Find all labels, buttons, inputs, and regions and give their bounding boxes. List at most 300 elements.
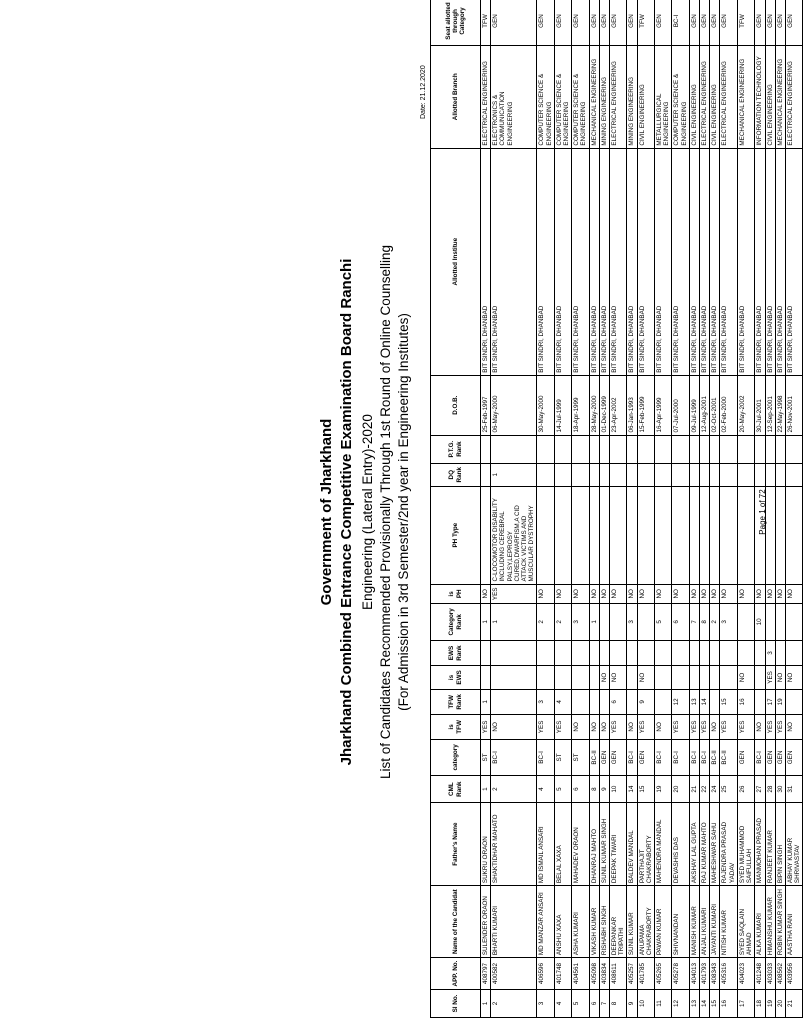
table-cell: GEN [589,0,599,45]
table-cell: NO [589,715,599,739]
table-cell: COMPUTER SCIENCE & ENGINEERING [554,45,571,148]
table-cell: NO [785,666,802,689]
table-cell: CIVIL ENGINEERING [710,45,720,148]
table-cell: GEN [710,0,720,45]
table-cell: MAHESHWAR SAHU [710,803,720,886]
table-cell [637,640,654,666]
table-cell: CIVIL ENGINEERING [765,45,775,148]
table-cell [775,486,785,584]
table-row [672,0,689,1018]
table-row [785,0,802,1018]
table-cell: GEN [599,739,609,776]
table-cell [572,435,589,463]
table-cell: 405278 [672,958,689,990]
table-cell: 18 [755,989,765,1017]
table-cell [785,463,802,486]
table-cell: BIT SINDRI, DHANBAD [589,148,599,375]
table-cell [689,435,699,463]
header-government: Government of Jharkhand [318,418,335,606]
column-header: D.O.B. [431,375,481,435]
table-cell: 10 [637,989,654,1017]
table-cell: 30 [775,776,785,803]
table-cell: 12 [672,689,689,715]
table-cell [720,486,737,584]
table-cell: NO [610,584,627,604]
table-body [481,0,803,1018]
table-cell: ANUPAMA CHAKRABORTY [637,886,654,958]
table-cell: 6 [589,989,599,1017]
table-cell: GEN [755,0,765,45]
column-header: Allotted Institue [431,148,481,375]
table-cell: 10 [755,604,765,641]
table-cell: JAYANTI KUMARI [710,886,720,958]
table-cell [775,640,785,666]
table-cell: YES [672,715,689,739]
table-cell [785,435,802,463]
table-cell: NO [710,584,720,604]
column-header: Seat allotted through Category [431,0,481,45]
table-cell [610,463,627,486]
table-cell: GEN [775,0,785,45]
table-cell: ANJALI KUMARI [700,886,710,958]
table-row [491,0,537,1018]
table-cell: 01-Dec-1999 [599,375,609,435]
table-cell: 12-Sep-2001 [765,375,775,435]
table-cell [737,486,754,584]
table-cell: GEN [554,0,571,45]
table-cell: ELECTRICAL ENGINEERING [610,45,627,148]
table-cell: BIT SINDRI, DHANBAD [785,148,802,375]
table-cell: NITISH KUMAR [720,886,737,958]
table-cell: YES [537,715,554,739]
table-cell: BC-I [755,739,765,776]
column-header: Name of the Candidat [431,886,481,958]
table-cell: NO [785,715,802,739]
table-cell: 11 [655,989,672,1017]
table-cell: ELECTRICAL ENGINEERING [700,45,710,148]
table-cell: ELECTRONICS & COMMUNICATION ENGINEERING [491,45,537,148]
table-cell: 8 [700,604,710,641]
table-cell: DHANRAJ MAHTO [589,803,599,886]
table-cell: BC-I [491,739,537,776]
table-cell [537,640,554,666]
table-cell: BC-II [710,739,720,776]
table-cell: YES [610,715,627,739]
table-cell: SYED SAQLAIN AHMAD [737,886,754,958]
table-cell: NO [637,666,654,689]
table-cell: NO [572,715,589,739]
table-cell: NO [689,584,699,604]
table-cell: 02-Feb-2000 [720,375,737,435]
table-cell: 9 [627,989,637,1017]
column-header: DQ Rank [431,463,481,486]
table-cell: COMPUTER SCIENCE & ENGINEERING [572,45,589,148]
table-cell: NO [737,666,754,689]
table-cell: NO [775,584,785,604]
table-cell: METALLURGICAL ENGINEERING [655,45,672,148]
table-cell: 22 [700,776,710,803]
page-number: Page 1 of 72 [758,489,767,535]
table-cell: NO [775,666,785,689]
table-header-row [431,0,481,1018]
table-cell [599,435,609,463]
table-cell: ST [554,739,571,776]
table-cell: 30-Jul-2001 [755,375,765,435]
table-cell: BIT SINDRI, DHANBAD [755,148,765,375]
candidates-table [430,0,803,1018]
table-cell: YES [720,715,737,739]
table-cell: GEN [627,0,637,45]
column-header: EWS Rank [431,640,481,666]
table-cell: SUKRU ORAON [481,803,491,886]
table-row [737,0,754,1018]
table-cell: 15 [710,989,720,1017]
table-cell: RAJ KUMAR MAHTO [700,803,710,886]
table-cell: 1 [481,689,491,715]
table-cell: 16 [737,689,754,715]
table-cell: COMPUTER SCIENCE & ENGINEERING [672,45,689,148]
table-cell: YES [775,715,785,739]
table-cell [537,486,554,584]
table-cell [589,463,599,486]
table-cell: 8 [589,776,599,803]
table-cell: 403033 [765,958,775,990]
table-cell [637,463,654,486]
table-cell: BC-II [589,739,599,776]
table-cell: YES [737,715,754,739]
table-cell [720,435,737,463]
table-cell: COMPUTER SCIENCE & ENGINEERING [537,45,554,148]
table-cell: 12 [672,989,689,1017]
table-cell [537,463,554,486]
table-cell [627,435,637,463]
table-cell [554,666,571,689]
table-cell: RAJENDRA PRASAD YADAV [720,803,737,886]
table-cell [689,640,699,666]
table-cell [700,486,710,584]
table-row [655,0,672,1018]
table-cell [720,666,737,689]
table-cell: MECHANICAL ENGINEERING [737,45,754,148]
table-cell: 3 [537,689,554,715]
table-cell [775,435,785,463]
table-cell: 404013 [689,958,699,990]
table-cell: BALDEV MANDAL [627,803,637,886]
table-cell: 20 [672,776,689,803]
table-cell: YES [765,715,775,739]
table-cell: BIT SINDRI, DHANBAD [710,148,720,375]
table-cell [785,604,802,641]
table-cell [689,666,699,689]
table-cell: TFW [637,0,654,45]
header-admission-note: (For Admission in 3rd Semester/2nd year in Engineering Institutes) [396,313,411,711]
table-cell: 1 [491,604,537,641]
table-cell: MAHADEV ORAON [572,803,589,886]
table-cell [554,435,571,463]
table-cell: 401248 [755,958,765,990]
table-cell: 405098 [589,958,599,990]
table-cell: DEEPAK TIWARI [610,803,627,886]
table-cell: NO [599,715,609,739]
table-cell: BIT SINDRI, DHANBAD [572,148,589,375]
table-cell: NO [599,666,609,689]
table-cell: 2 [491,776,537,803]
table-cell: MINING ENGINEERING [599,45,609,148]
table-cell: NO [589,584,599,604]
table-cell: GEN [491,0,537,45]
table-cell: YES [637,715,654,739]
table-cell: 17 [765,689,775,715]
table-cell [655,463,672,486]
column-header: Father's Name [431,803,481,886]
table-cell: 6 [672,604,689,641]
table-cell [491,666,537,689]
header-board: Jharkhand Combined Entrance Competitive Examination Board Ranchi [338,258,355,766]
table-cell [689,463,699,486]
table-cell: 404561 [572,958,589,990]
table-cell: 07-Jul-2000 [672,375,689,435]
table-cell [672,486,689,584]
table-cell [720,463,737,486]
table-cell: NO [737,584,754,604]
table-cell: 3 [572,604,589,641]
table-cell: ELECTRICAL ENGINEERING [785,45,802,148]
table-cell: GEN [737,739,754,776]
table-cell: 13 [689,689,699,715]
table-cell: 3 [720,604,737,641]
table-cell: BIT SINDRI, DHANBAD [627,148,637,375]
table-cell: 19 [655,776,672,803]
table-cell: VIKASH KUMAR [589,886,599,958]
table-cell [554,486,571,584]
table-cell: 15 [720,689,737,715]
table-cell [655,435,672,463]
column-header: category [431,739,481,776]
table-cell: TFW [737,0,754,45]
table-cell: BELAL XAXA [554,803,571,886]
table-cell: NO [765,584,775,604]
table-cell: GEN [700,0,710,45]
table-cell: 1 [481,776,491,803]
table-cell: ANSHU XAXA [554,886,571,958]
column-header: is PH [431,584,481,604]
table-cell [481,486,491,584]
table-cell [589,640,599,666]
table-cell: 21 [689,776,699,803]
table-cell: SUNIL KUMAR [627,886,637,958]
table-cell: 3 [765,640,775,666]
table-cell [491,640,537,666]
table-cell: PARTHAJIT CHAKRABORTY [637,803,654,886]
table-cell [627,486,637,584]
table-cell: 15-Feb-1999 [637,375,654,435]
table-cell [589,435,599,463]
table-cell: BIT SINDRI, DHANBAD [700,148,710,375]
table-cell: 408611 [610,958,627,990]
table-cell [599,640,609,666]
table-cell: YES [554,715,571,739]
table-cell: GEN [765,0,775,45]
table-cell [672,435,689,463]
table-cell [627,640,637,666]
table-cell: BC-I [655,739,672,776]
table-cell [775,604,785,641]
table-row [627,0,637,1018]
table-cell: PAWAN KUMAR [655,886,672,958]
table-cell: 10 [610,776,627,803]
table-cell [610,640,627,666]
table-cell [785,640,802,666]
document-date: Date: 21.12.2020 [420,65,427,119]
table-cell: 405257 [627,958,637,990]
column-header: is EWS [431,666,481,689]
table-cell: BIT SINDRI, DHANBAD [775,148,785,375]
table-cell: 7 [689,604,699,641]
table-cell: CIVIL ENGINEERING [637,45,654,148]
table-cell: GEN [775,739,785,776]
table-cell: 408562 [775,958,785,990]
table-cell [655,666,672,689]
column-header: Category Rank [431,604,481,641]
table-cell [572,640,589,666]
table-cell: NO [655,584,672,604]
table-cell [672,666,689,689]
table-cell [785,689,802,715]
table-cell [554,640,571,666]
header-list-title: List of Candidates Recommended Provisionally Through 1st Round of Online Counselling [378,244,393,780]
table-cell [599,463,609,486]
table-cell [610,435,627,463]
table-cell [599,604,609,641]
column-header: Allotted Branch [431,45,481,148]
table-row [689,0,699,1018]
table-cell: BIPIN SINGH [775,803,785,886]
table-cell: 17 [737,989,754,1017]
table-cell: AKSHAY LAL GUPTA [689,803,699,886]
table-cell [572,486,589,584]
table-cell: BC-I [537,739,554,776]
table-cell [572,463,589,486]
table-cell: 405265 [655,958,672,990]
table-cell: 6 [610,689,627,715]
table-cell: BIT SINDRI, DHANBAD [737,148,754,375]
table-cell: 4 [554,689,571,715]
table-cell: NO [491,715,537,739]
table-cell: GEN [765,739,775,776]
table-cell: 19 [765,989,775,1017]
table-cell [775,463,785,486]
column-header: CML Rank [431,776,481,803]
table-cell: BIT SINDRI, DHANBAD [655,148,672,375]
table-cell: 19 [775,689,785,715]
table-cell: YES [481,715,491,739]
table-cell [700,640,710,666]
table-row [589,0,599,1018]
table-cell: INFORMATION TECHNOLOGY [755,45,765,148]
table-cell: 6 [572,776,589,803]
table-cell: 22-May-1998 [775,375,785,435]
table-cell: 20-May-2002 [737,375,754,435]
table-cell: NO [610,666,627,689]
table-cell: NO [537,584,554,604]
table-cell: 15 [637,776,654,803]
table-cell [710,463,720,486]
table-cell: ABHAY KUMAR SHRIVASTAV [785,803,802,886]
table-cell [627,666,637,689]
table-cell: SHAKTIDHAR MAHATO [491,803,537,886]
table-cell [737,463,754,486]
table-row [720,0,737,1018]
table-cell [655,640,672,666]
table-cell [599,689,609,715]
table-cell [572,666,589,689]
table-cell: MINING ENGINEERING [627,45,637,148]
table-cell: BIT SINDRI, DHANBAD [689,148,699,375]
table-cell: BC-I [700,739,710,776]
table-cell: 24 [710,776,720,803]
table-cell [672,463,689,486]
table-cell: 408343 [710,958,720,990]
table-cell [589,689,599,715]
table-cell [737,604,754,641]
table-cell: 403834 [599,958,609,990]
table-cell: GEN [599,0,609,45]
column-header: TFW Rank [431,689,481,715]
table-cell [537,435,554,463]
table-cell [589,486,599,584]
table-cell [655,689,672,715]
table-cell: ELECTRICAL ENGINEERING [720,45,737,148]
table-cell [491,435,537,463]
table-cell: NO [755,584,765,604]
table-cell: GEN [610,0,627,45]
table-cell: 14 [700,689,710,715]
table-cell: YES [491,584,537,604]
table-cell: 14-Jul-1999 [554,375,571,435]
table-cell: GEN [785,739,802,776]
table-cell: NO [637,584,654,604]
table-cell: 16-Apr-1999 [655,375,672,435]
table-cell: GEN [572,0,589,45]
table-cell: BC-I [689,739,699,776]
table-cell: BC-I [672,739,689,776]
table-cell: MECHANICAL ENGINEERING [589,45,599,148]
table-cell: GEN [785,0,802,45]
table-cell: ST [481,739,491,776]
table-cell: NO [627,584,637,604]
table-cell: 2 [710,604,720,641]
table-cell [537,666,554,689]
table-cell [710,640,720,666]
table-cell: 401793 [700,958,710,990]
table-cell [700,666,710,689]
table-row [572,0,589,1018]
table-cell [572,689,589,715]
table-cell: 5 [554,776,571,803]
table-cell [672,640,689,666]
table-cell: SULENDER ORAON [481,886,491,958]
table-cell [481,640,491,666]
table-row [710,0,720,1018]
table-cell: BIT SINDRI, DHANBAD [537,148,554,375]
table-cell: 28-May-2000 [589,375,599,435]
table-cell: MAHENDRA MANDAL [655,803,672,886]
column-header: APP. No. [431,958,481,990]
table-cell: MD MANZAR ANSARI [537,886,554,958]
column-header: P.T.G. Rank [431,435,481,463]
table-row [599,0,609,1018]
table-cell: 5 [572,989,589,1017]
